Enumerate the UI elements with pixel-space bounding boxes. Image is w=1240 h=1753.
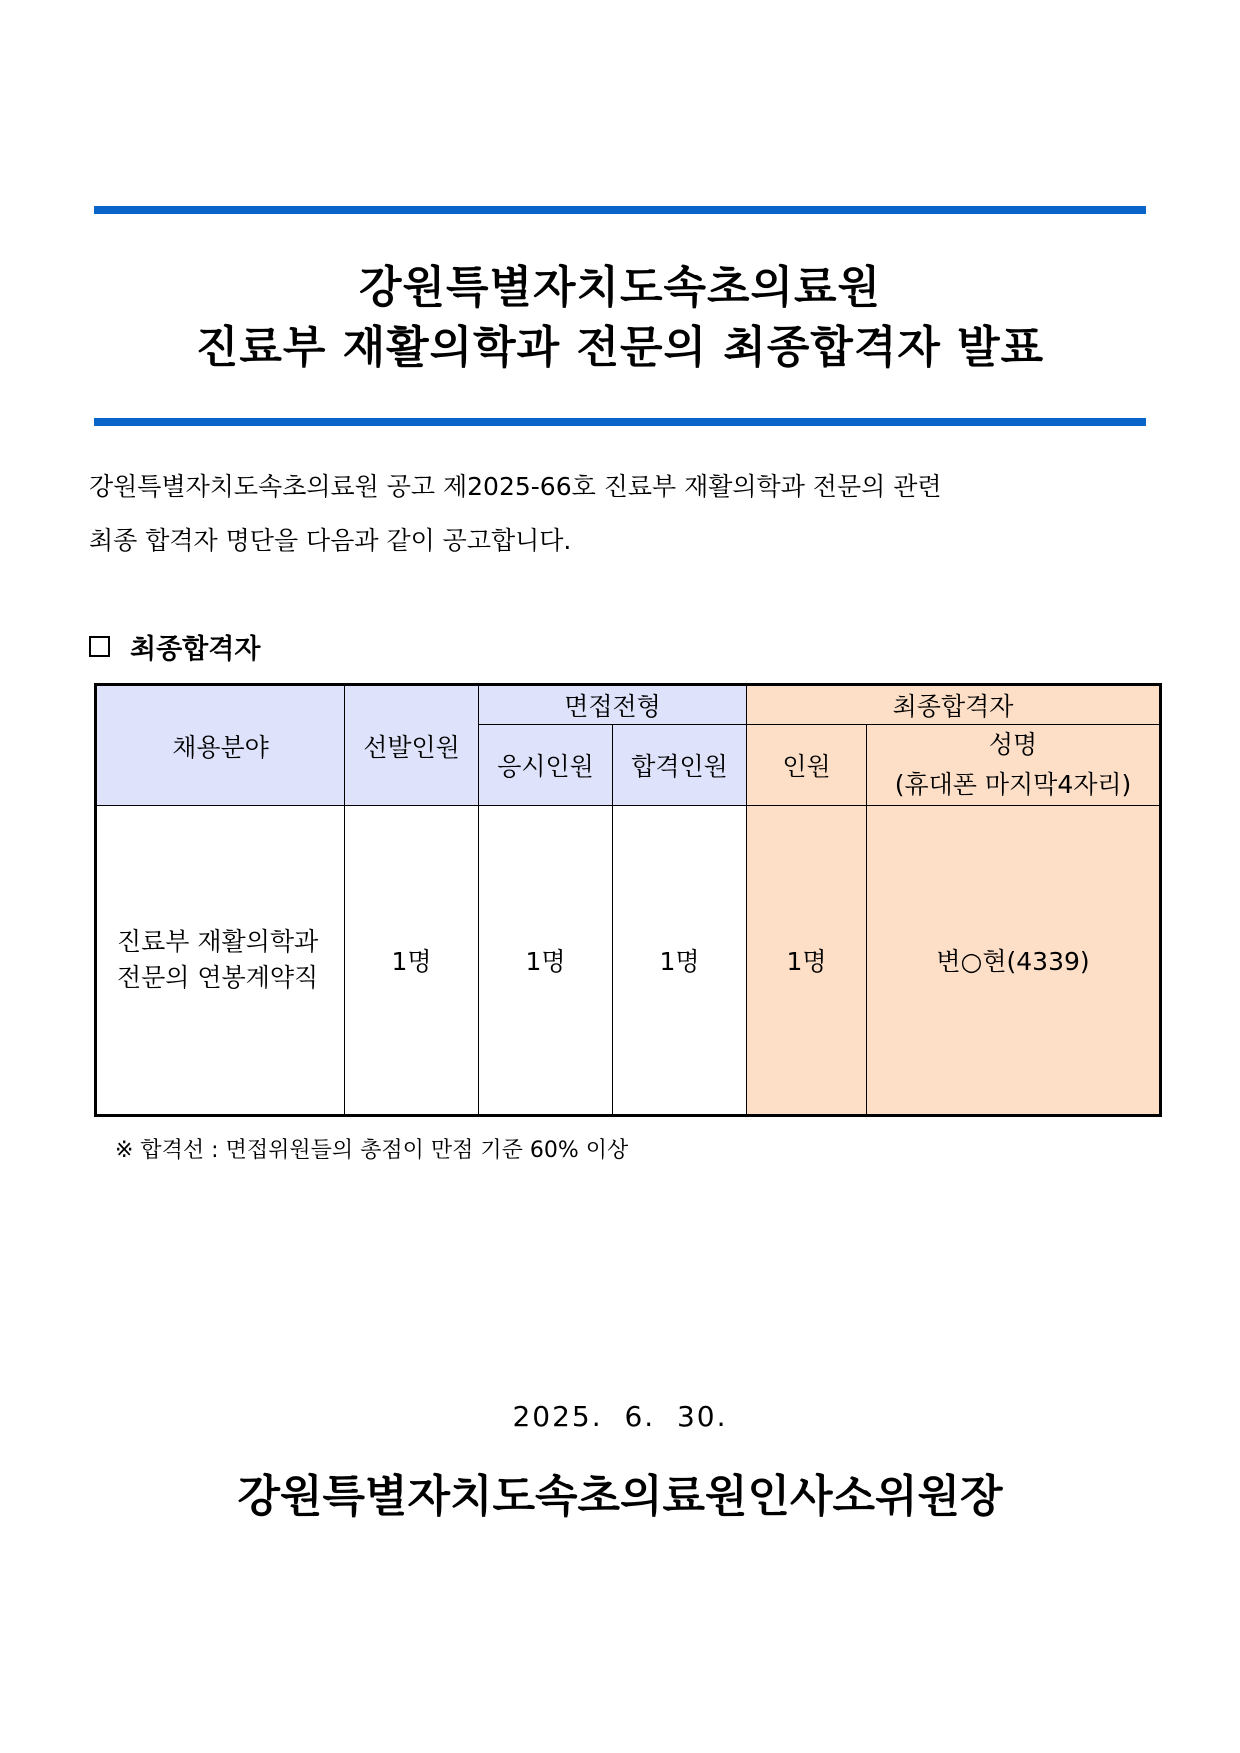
bottom-rule bbox=[94, 418, 1146, 426]
cell-field-line1: 진료부 재활의학과 bbox=[117, 927, 319, 956]
intro-line-1: 강원특별자치도속초의료원 공고 제2025-66호 진료부 재활의학과 전문의 관련 bbox=[89, 472, 942, 501]
header-interview: 면접전형 bbox=[479, 685, 747, 725]
header-count: 인원 bbox=[747, 725, 867, 806]
page-title-line1: 강원특별자치도속초의료원 bbox=[358, 262, 882, 313]
table-row bbox=[96, 806, 1161, 1116]
section-title: 최종합격자 bbox=[130, 634, 261, 665]
intro-paragraph bbox=[89, 460, 1169, 568]
checkbox-icon bbox=[89, 636, 110, 657]
header-passed: 합격인원 bbox=[613, 725, 747, 806]
page-title-line2: 진료부 재활의학과 전문의 최종합격자 발표 bbox=[195, 322, 1045, 373]
intro-line-2: 최종 합격자 명단을 다음과 같이 공고합니다. bbox=[89, 526, 572, 555]
cell-name: 변○현(4339) bbox=[867, 806, 1161, 1116]
signer-title: 강원특별자치도속초의료원인사소위원장 bbox=[237, 1471, 1003, 1522]
header-final: 최종합격자 bbox=[747, 685, 1161, 725]
announcement-date: 2025. 6. 30. bbox=[512, 1400, 728, 1433]
cell-field-line2: 전문의 연봉계약직 bbox=[117, 963, 319, 992]
result-table bbox=[94, 683, 1162, 1117]
header-name bbox=[867, 725, 1161, 806]
header-field: 채용분야 bbox=[96, 685, 345, 806]
section-heading bbox=[89, 627, 260, 666]
header-selection-count: 선발인원 bbox=[345, 685, 479, 806]
cell-selection-count: 1명 bbox=[345, 806, 479, 1116]
header-name-line2: (휴대폰 마지막4자리) bbox=[894, 770, 1132, 799]
cell-passed: 1명 bbox=[613, 806, 747, 1116]
pass-criteria-note: ※ 합격선 : 면접위원들의 총점이 만점 기준 60% 이상 bbox=[115, 1138, 629, 1163]
cell-field bbox=[96, 806, 345, 1116]
cell-applicants: 1명 bbox=[479, 806, 613, 1116]
header-name-line1: 성명 bbox=[988, 730, 1038, 759]
top-rule bbox=[94, 206, 1146, 214]
cell-count: 1명 bbox=[747, 806, 867, 1116]
header-applicants: 응시인원 bbox=[479, 725, 613, 806]
